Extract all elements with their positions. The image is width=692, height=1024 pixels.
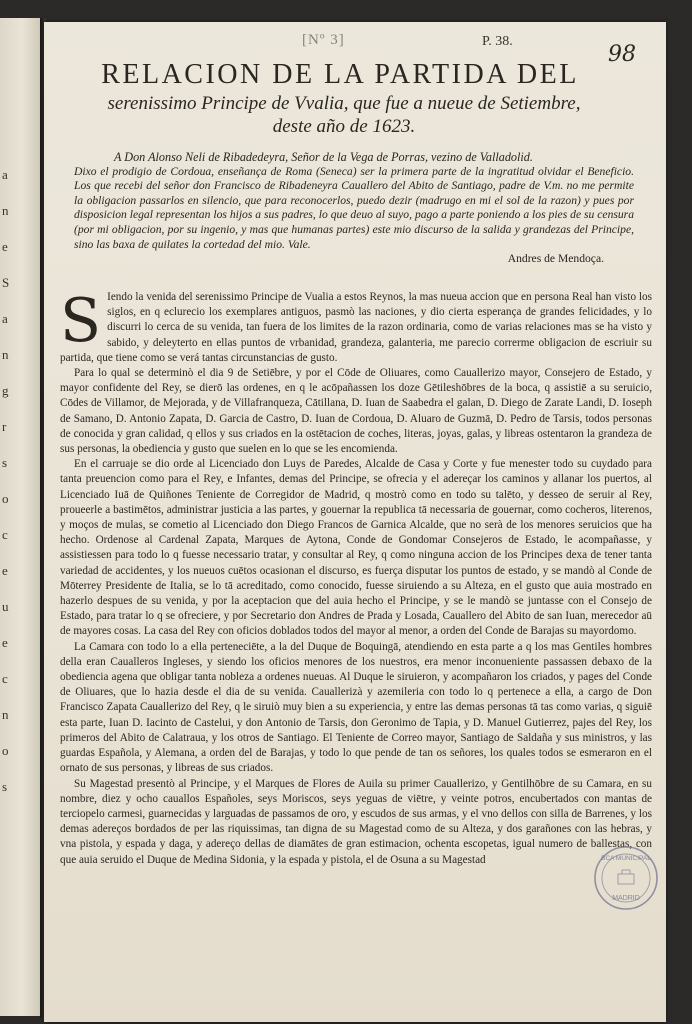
shelfmark: [Nº 3]: [302, 32, 345, 48]
stamp-text-bottom: MADRID: [612, 895, 640, 902]
body-paragraph: La Camara con todo lo a ella perteneciēte, a la del Duque de Boquingā, atendiendo en esta parte a q los mas Gentiles hombres della eran Caualleros Ingleses, y siendo los oficios menores de los nuestros, era menor inconueniente passassen debaxo de la obediencia agena que obligar tanta nobleza a ordenes nueuas. Al Duque le siruieron, y acompañaron los criados, y pages del Conde de Oliuares, que lo hazia desde el dia de su venida. Cauallerizà y azemileria con todo lo q pertenece a ella, a cargo de Don Francisco Zapata Cauallerizo del Rey, q le siruiò muy bien a su experiencia, y entre las demas personas tā tas como varias, q siguiē esta parte, Iuan D. Iacinto de Castelui, y don Antonio de Tarsis, don Geronimo de Tapia, y D. Manuel Gutierrez, pajes del Rey, los primeros del Abito de Calatraua, y los otros de Santiago. El Teniente de Correo mayor, Santiago de Saldaña y sus ministros, y las guardas Española, y Alemana, a orden del de Barajas, y todo lo que pende de tan os señores, los quales todos se esmeraron en el ornato de sus personas, y libreas de sus criados.: [60, 640, 652, 775]
body-paragraph: Su Magestad presentò al Principe, y el Marques de Flores de Auila su primer Cauallerizo, y Gentilhōbre de su Camara, en su nombre, diez y ocho cauallos Españoles, seys Moriscos, seys yeguas de viētre, y veinte potros, encubertados con mantas de terciopelo carmesi, guarnecidas y larguadas de passamos de oro, y escudos de sus armas, y el vno dellos con silla de Barrenes, y los demas adereços bordados de per las riquissimas, tan digna de su Magestad como de su Alteza, y dos garañones con las hebras, y vna pistola, y espada y daga, y adereço dellas de diamātes de gran estimacion, ochenta escopetas, igual numero de ballestas, con que auia seruido el Duque de Medina Sidonia, y la espada y pistola, el de Osuna a su Magestad: [60, 777, 652, 866]
document-page: [44, 22, 666, 1022]
margin-letter: o: [2, 743, 9, 758]
body-text: [60, 286, 652, 868]
margin-letter: g: [2, 383, 9, 398]
margin-letter: e: [2, 563, 8, 578]
subtitle-line: deste año de 1623.: [272, 116, 416, 137]
margin-letter: r: [2, 419, 7, 434]
body-paragraph: Para lo qual se determinò el dia 9 de Setiēbre, y por el Cōde de Oliuares, como Cauallerizo mayor, Consejero de Estado, y mayor confidente del Rey, se dierō las ordenes, en q le acōpañassen los doze Gētileshōbres de la boca, q assistiē a su seruicio, Cōdes de Villamor, de Mejorada, y de Villafranqueza, Cātillana, D. Iuan de Saabedra el galan, D. Diego de Zarate Landi, D. Ioseph de Samano, D. Antonio Zapata, D. Garcia de Castro, D. Iuan de Cordoua, D. Aluaro de Guzmā, D. Pedro de Tarsis, todos personas de conocida y gran calidad, q ellos y sus criados en la ostētacion de coches, literas, joyas, galas, y libreas ostentaron la grandeza de sus personas, la obediencia y gusto que suelen en lo que se les encomienda.: [60, 367, 652, 456]
margin-letter: n: [2, 203, 9, 218]
margin-letter: s: [2, 455, 8, 470]
margin-letter: e: [2, 635, 8, 650]
subtitle-line: serenissimo Principe de Vvalia, que fue a nueue de Setiembre,: [107, 93, 581, 114]
margin-letter: s: [2, 779, 8, 794]
drop-cap: S: [60, 286, 102, 356]
margin-letter: a: [2, 311, 8, 326]
margin-letter: c: [2, 671, 8, 686]
dedication-text: Dixo el prodigio de Cordoua, enseñança de Roma (Seneca) ser la primera parte de la ingratitud olvidar el Beneficio. Los que recebi del señor don Francisco de Ribadeneyra Cauallero del Abito de Santiago, padre de V.m. no me permite la obligacion passarlos en silencio, que para reconocerlos, puedo dezir (madrugo en mi el sol de la razon) y pues por disposicion legal representan los hijos a sus padres, lo que deuo al suyo, pago a parte poniendo a los pies de su censura (por mi obligacion, por su ingenio, y mas que humanas partes) este mio discurso de la salida y grandezas del Principe, sino las baxa de quilates la cortedad del mio. Vale.: [74, 164, 634, 251]
folio-number: 98: [608, 42, 636, 67]
body-paragraph: S Iendo la venida del serenissimo Principe de Vualia a estos Reynos, la mas nueua accion que en persona Real han visto los siglos, en q eclurecio los exemplares antiguos, pasmò las naciones, y dio cierta esperança de grandes felicidades, y lo discurri lo cerca de su venida, tan fuera de los limites de la razon ordinaria, como de varias relaciones mas se ha visto y sabido, y deleyterto en ellas puntos de vrbanidad, grandeza, galanteria, me parecio correrme obligacion de escriuir su partida, que tiene como se verá tantas circunstancias de gusto.: [60, 286, 652, 364]
document-subtitle: [64, 92, 624, 138]
margin-letter: o: [2, 491, 9, 506]
margin-letter: c: [2, 527, 8, 542]
previous-page-edge: [0, 18, 40, 1016]
margin-letter: e: [2, 239, 8, 254]
document-title: RELACION DE LA PARTIDA DEL: [101, 59, 579, 90]
margin-letter: a: [2, 167, 8, 182]
margin-letter: u: [2, 599, 9, 614]
margin-letter: S: [2, 275, 10, 290]
library-stamp: [592, 844, 660, 912]
page-number: P. 38.: [482, 34, 513, 49]
body-paragraph: En el carruaje se dio orde al Licenciado don Luys de Paredes, Alcalde de Casa y Corte y fue menester todo su cuydado para tanta preuencion como para el Rey, e Infantes, demas del Principe, se ofrecia y el adereçar los caminos y allanar los puertos, al Licenciado Iuā de Quiñones Teniente de Corregidor de Madrid, q mostrò como en todo su talēto, y desseo de seruir al Rey, proueerle a bastimētos, administrar justicia a las partes, y gouernar la republica tā necessaria de gouernar, como cocheros, literenos, y moços de mulas, se cometio al Licenciado don Diego Francos de Garnica Alcalde, que no serà de los menores seruicios que ha hecho. Ordenose al Cardenal Zapata, Marques de Aytona, Conde de Gondomar Consejeros de Estado, le acompañasse, y assistiessen para todo lo q fuesse necessario tratar, y consultar al Rey, q como ninguna accion de los Principes dexa de tener tanta variedad de accidentes, y los nueuos cuētos ocasionan el discurso, es fuerça disputar los puntos de estado, y se mandò al Conde de Mōterrey Presidente de Italia, se lo tā acreditado, como conocido, fuesse siruiendo a su Alteza, en el gusto que auia mostrado en hazerlo despues de su venida, y por la aceptacion que del auia hecho el Principe, y se le mandò se juntasse con el Consejo de Estado, para tratar lo q se ofreciere, y por Secretario don Andres de Prada y Losada, Cauallero del Abito de san Iuan, merecedor aū de mayores cosas. La casa del Rey con oficios doblados todos del mayor al menor, a orden del Conde de Barajas su mayordomo.: [60, 458, 652, 638]
dedication-signature: Andres de Mendoça.: [507, 252, 604, 266]
dedication-block: [74, 150, 634, 267]
margin-letter: n: [2, 347, 9, 362]
margin-letter: n: [2, 707, 9, 722]
dedication-address: A Don Alonso Neli de Ribadedeyra, Señor de la Vega de Porras, vezino de Valladolid.: [114, 150, 533, 164]
stamp-text-top: BCA MUNICIPAL: [601, 855, 651, 862]
